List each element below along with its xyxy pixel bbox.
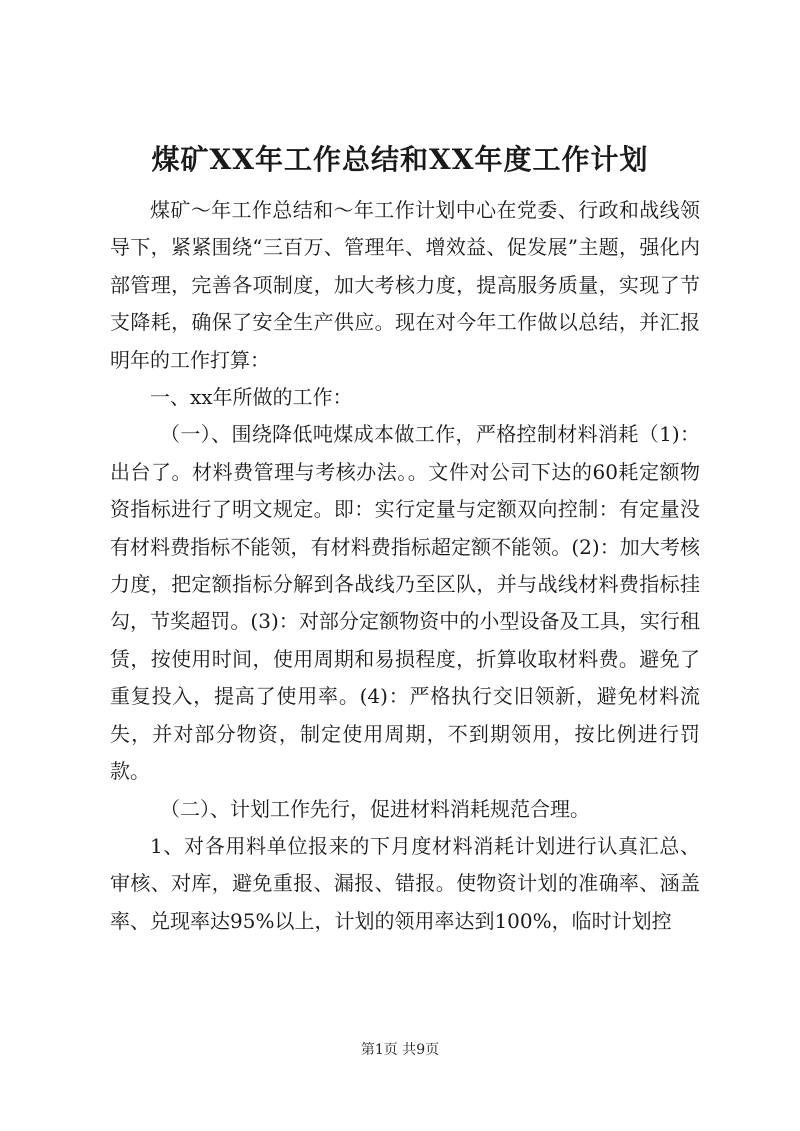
document-title: 煤矿XX年工作总结和XX年度工作计划: [151, 143, 649, 176]
page-footer: 第1页 共9页: [360, 1042, 440, 1058]
section-heading: 一、xx年所做的工作：: [150, 385, 353, 410]
subsection-heading-2: （二）、计划工作先行，促进材料消耗规范合理。: [160, 796, 590, 821]
subsection-paragraph-1: （一）、围绕降低吨煤成本做工作，严格控制材料消耗（1)：出台了。材料费管理与考核办法。。文件对公司下达的60耗定额物资指标进行了明文规定。即：实行定量与定额双向控制：有定量没有材料费指标不能领，有材料费指标超定额不能领。(2)：加大考核力度，把定额指标分解到各战线乃至区队，并与战线材料费指标挂勾，节奖超罚。(3)：对部分定额物资中的小型设备及工具，实行租赁，按使用时间，使用周期和易损程度，折算收取材料费。避免了重复投入，提高了使用率。(4)：严格执行交旧领新，避免材料流失，并对部分物资，制定使用周期，不到期领用，按比例进行罚款。: [110, 422, 700, 784]
item-paragraph-1: 1、对各用料单位报来的下月度材料消耗计划进行认真汇总、审核、对库，避免重报、漏报、错报。使物资计划的准确率、涵盖率、兑现率达95%以上，计划的领用率达到100%，临时计划控: [110, 833, 700, 933]
document-body: [110, 192, 700, 940]
intro-paragraph: 煤矿～年工作总结和～年工作计划中心在党委、行政和战线领导下，紧紧围绕“三百万、管理年、增效益、促发展”主题，强化内部管理，完善各项制度，加大考核力度，提高服务质量，实现了节支降耗，确保了安全生产供应。现在对今年工作做以总结，并汇报明年的工作打算：: [110, 198, 700, 372]
